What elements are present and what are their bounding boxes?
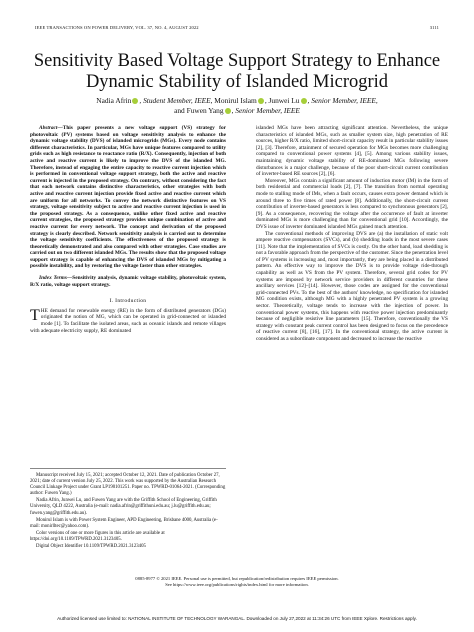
footnotes: [30, 468, 226, 551]
left-column: [30, 125, 226, 334]
footnote-manuscript: Manuscript received July 15, 2021; accepted October 12, 2021. Date of publication October 27, 2021; date of current version July 25, 2022. This work was supported by the Australian Research Council Linkage Project under Grant LP190101251. Paper no. TPWRD-01064-2021. (Corresponding author: Fuwen Yang.): [30, 473, 226, 497]
author-role: , Student Member, IEEE: [139, 96, 211, 105]
footnote-color: Color versions of one or more figures in this article are available at https://doi.org/10.1109/TPWRD.2021.3123405.: [30, 530, 165, 542]
intro-paragraph: [30, 308, 226, 334]
author-name: , Monirul Islam: [210, 96, 257, 105]
body-paragraph: islanded MGs have been attracting significant attention. Nevertheless, the unique characteristics of islanded MGs, such as smaller system size, high penetration of RE sources, higher R/X ratio, limited short-circuit capacity result in particular stability issues [2], [3]. Therefore, attainment of secured operation for MGs becomes more challenging compared to conventional power systems [4], [5]. Among various stability issues, maintaining dynamic voltage stability of RE-dominated MGs following severe disturbances is a major challenge, because of the poor short-circuit current contribution of inverter-based RE sources [2], [6].: [256, 125, 448, 178]
footnote-affiliation: Nadia Afrin, Junwei Lu, and Fuwen Yang are with the Griffith School of Engineering, Griffith University, QLD 4222, Australia (e-mail: nadia.afrin@griffithuni.edu.au; j.lu@griffith.edu.au; fuwen.yang@griffith.edu.au).: [30, 498, 217, 516]
orcid-icon[interactable]: [132, 98, 138, 104]
page-number: 3111: [429, 25, 439, 30]
copyright-footer: [0, 576, 474, 588]
index-terms-text: —Sensitivity analysis, dynamic voltage stability, photovoltaic system, R/X ratio, voltage support strategy.: [30, 275, 226, 288]
author-role: , Senior Member, IEEE: [231, 106, 300, 115]
abstract-text: —This paper presents a new voltage support (VS) strategy for photovoltaic (PV) systems based on voltage sensitivity analysis to enhance the dynamic voltage stability (DVS) of islanded microgrids (MGs). Every node contains different characteristics. In particular, MGs have unique features compared to utility grids such as high resistance to reactance ratio (R/X). Consequently, injection of both active and reactive current is likely to improve the DVS of the islanded MG. Therefore, instead of engaging the entire capacity to reactive current injection which is performed in conventional voltage support strategy, both the active and reactive current is injected in the proposed strategy. On contrary, without considering the fact that each network contains distinctive characteristics, other strategies with both active and reactive current injection provide fixed active and reactive current which are uniform for all networks. To convey the network distinctive features on VS strategy, voltage sensitivity subject to active and reactive current injection is used in the proposed strategy. As a consequence, unlike other fixed active and reactive current strategies, the proposed strategy provides unique combination of active and reactive current for every network. The concept and derivation of the proposed strategy is clearly described. Network sensitivity analysis is carried out to determine the voltage sensitivity coefficients. The effectiveness of the proposed strategy is theoretically demonstrated and also compared with other strategies. Case studies are carried out on two different islanded MGs. The results show that the proposed voltage support strategy is capable of enhancing the DVS of islanded MGs by mitigating a possible instability, and by restoring the voltage faster than other strategies.: [30, 125, 226, 270]
issn-line: 0885-8977 © 2021 IEEE. Personal use is permitted, but republication/redistribution requires IEEE permission.: [135, 576, 339, 581]
orcid-icon[interactable]: [225, 108, 231, 114]
license-notice: Authorized licensed use limited to: NATIONAL INSTITUTE OF TECHNOLOGY WARANGAL. Downloaded on July 27,2022 at 11:34:26 UTC from IEEE Xplore. Restrictions apply.: [57, 616, 417, 621]
right-column: [256, 125, 448, 343]
journal-header: IEEE TRANSACTIONS ON POWER DELIVERY, VOL. 37, NO. 4, AUGUST 2022: [35, 25, 199, 30]
orcid-icon[interactable]: [258, 98, 264, 104]
section-heading: I. Introduction: [109, 298, 147, 305]
abstract-label: Abstract: [39, 125, 58, 131]
author-list: [0, 96, 474, 116]
index-terms: [30, 275, 226, 288]
paper-title: Sensitivity Based Voltage Support Strategy to Enhance Dynamic Stability of Islanded Microgrid: [33, 51, 441, 92]
index-terms-label: Index Terms: [39, 275, 67, 282]
author-name: , Junwei Lu: [264, 96, 300, 105]
footnote-affiliation: Monirul Islam is with Power System Engineer, APD Engineering, Brisbane 4000, Australia (e-mail: monirlltec@yahoo.com).: [30, 517, 218, 529]
body-paragraph: Moreover, MGs contain a significant amount of induction motor (IM) in the form of both residential and commercial loads [2], [7]. The transition from normal operating mode to stalling mode of IMs, when a fault occurs, causes extra power demand which is around three to five times of rated power [8]. Additionally, the short-circuit current contribution of inverter-based generators is less compared to synchronous generators [2], [9]. As a consequence, recovering the voltage after the occurrence of fault at inverter dominated MGs is more challenging than for conventional grid [10]. Accordingly, the DVS issue of inverter dominated islanded MGs gained much attention.: [256, 177, 448, 230]
abstract: [30, 125, 226, 270]
intro-text: HE demand for renewable energy (RE) in the form of distributed generators (DGs) originated the notion of MG, which can be operated in grid-connected or islanded mode [1]. To facilitate the isolated areas, such as oceanic islands and remote villages with adequate electricity supply, RE dominated: [30, 307, 226, 334]
author-role: , Senior Member, IEEE,: [307, 96, 378, 105]
drop-cap: T: [30, 306, 40, 324]
author-name: and Fuwen Yang: [174, 106, 224, 115]
author-name: Nadia Afrin: [96, 96, 132, 105]
orcid-icon[interactable]: [301, 98, 307, 104]
rights-line: See https://www.ieee.org/publications/rights/index.html for more information.: [165, 582, 309, 587]
body-paragraph: The conventional methods of improving DVS are (a) the installation of static volt ampere reactive compensators (SVCs), and (b) shedding loads in the most severe cases [11]. Note that the implementation of SVCs is costly. On the other hand, load shedding is not a favorable approach from the perspective of the customer. Since the penetration level of PV systems is increasing and, most importantly, they are being placed in a distributed pattern. An effective way to improve the DVS is to provide voltage ride-through capability as well as VS from the PV system. Therefore, several grid codes for PV systems are imposed by network service providers in different countries for these ancillary services [12]–[14]. However, those codes are assigned for the conventional grid-connected PVs. To the best of the authors' knowledge, no specification for islanded MG condition exists, although MG with a highly penetrated PV system is a growing sector. Theoretically, voltage tends to increase with the injection of power. In conventional power systems, this happens with reactive power injection predominantly because of negligible resistive line parameters [15]. Therefore, conventionally the VS strategy with constant peak current control has been designed to focus on the precedence of reactive current [8], [16], [17]. In the conventional strategy, the active current is considered as a subordinate component and decreased to increase the reactive: [256, 230, 449, 342]
footnote-doi: Digital Object Identifier 10.1109/TPWRD.2021.3123405: [36, 544, 146, 550]
